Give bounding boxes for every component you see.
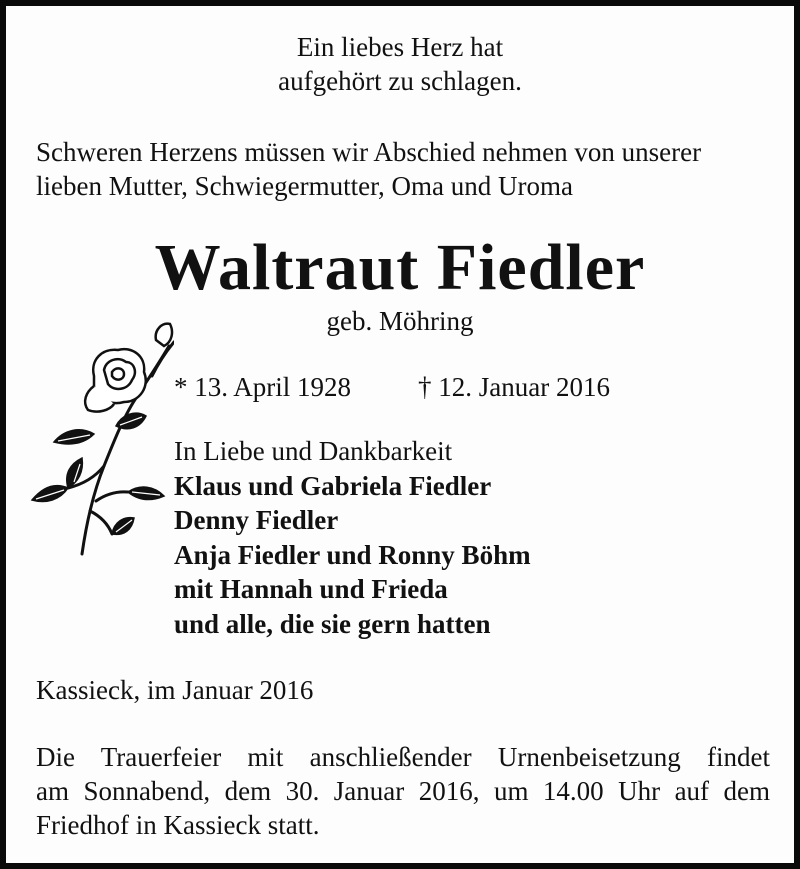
- funeral-info-line-1: Die Trauerfeier mit anschließender Urnenbeisetzung findet: [36, 742, 770, 772]
- rose-icon: [24, 306, 174, 556]
- funeral-info-line-2: am Sonnabend, dem 30. Januar 2016, um 14.00 Uhr auf dem: [36, 776, 770, 806]
- mourner-line: Klaus und Gabriela Fiedler: [174, 471, 492, 501]
- mourner-line: Denny Fiedler: [174, 505, 339, 535]
- intro-line-1: Schweren Herzens müssen wir Abschied nehmen von unserer: [36, 137, 702, 167]
- birth-date: * 13. April 1928: [174, 372, 352, 402]
- poem-line-1: Ein liebes Herz hat: [296, 32, 504, 62]
- mourner-line: Anja Fiedler und Ronny Böhm: [174, 540, 531, 570]
- deceased-name: Waltraut Fiedler: [154, 231, 646, 304]
- gratitude-line: In Liebe und Dankbarkeit: [174, 436, 453, 466]
- death-date: † 12. Januar 2016: [418, 372, 610, 402]
- place-and-date: Kassieck, im Januar 2016: [36, 675, 314, 705]
- funeral-info-line-3: Friedhof in Kassieck statt.: [36, 810, 320, 840]
- mourner-line: mit Hannah und Frieda: [174, 574, 448, 604]
- birth-name: geb. Möhring: [326, 306, 474, 336]
- mourner-line: und alle, die sie gern hatten: [174, 609, 491, 639]
- poem-line-2: aufgehört zu schlagen.: [278, 66, 522, 96]
- intro-line-2: lieben Mutter, Schwiegermutter, Oma und Uroma: [36, 171, 573, 201]
